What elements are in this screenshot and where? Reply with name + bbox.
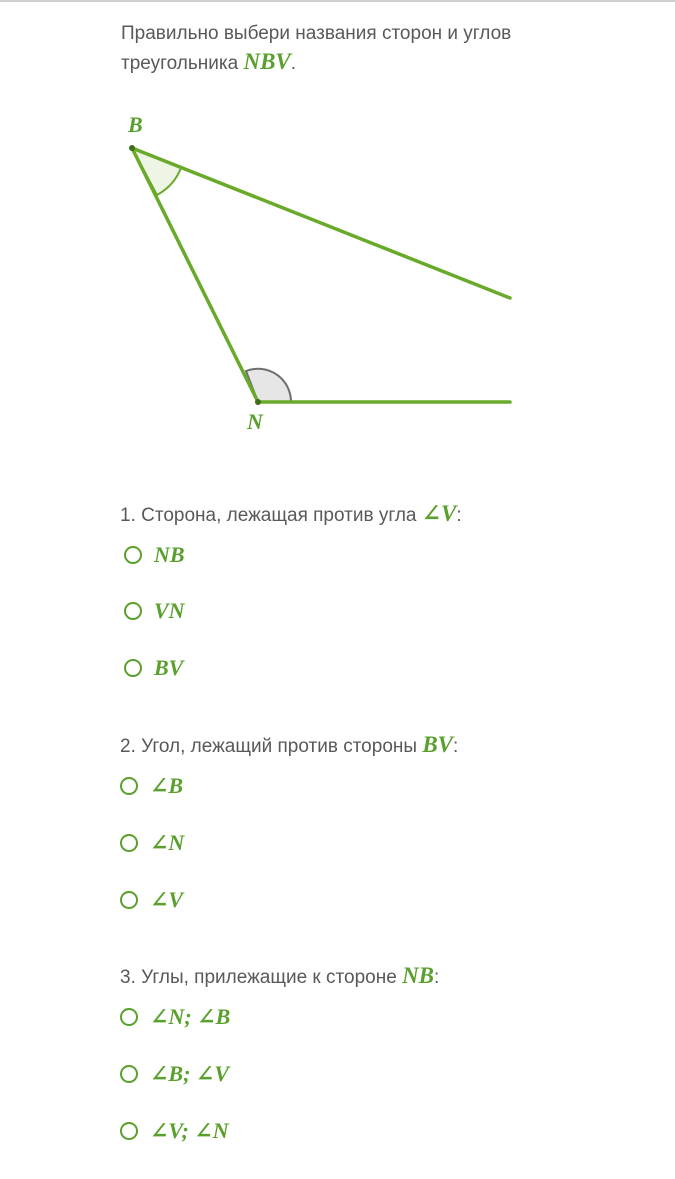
radio-button[interactable] bbox=[120, 834, 138, 852]
radio-button[interactable] bbox=[120, 1008, 138, 1026]
question-1-prefix: 1. Сторона, лежащая против угла bbox=[120, 505, 417, 526]
question-2-prefix: 2. Угол, лежащий против стороны bbox=[120, 736, 418, 757]
radio-button[interactable] bbox=[120, 891, 138, 909]
question-1-math: ∠V bbox=[421, 501, 457, 526]
q2-option-3[interactable] bbox=[120, 885, 183, 915]
angle-n-marker bbox=[246, 369, 291, 402]
radio-button[interactable] bbox=[124, 659, 142, 677]
question-1-text bbox=[120, 500, 600, 530]
question-1-suffix: : bbox=[456, 505, 462, 526]
task-instruction bbox=[121, 20, 581, 78]
vertex-n-label: N bbox=[247, 409, 263, 434]
triangle-figure bbox=[0, 100, 675, 450]
q3-option-3-label: ∠V; ∠N bbox=[150, 1118, 229, 1143]
top-divider bbox=[0, 0, 675, 2]
triangle-diagram bbox=[0, 100, 675, 450]
side-bv bbox=[132, 148, 510, 298]
q2-option-1[interactable] bbox=[120, 771, 183, 801]
question-3-text bbox=[120, 962, 600, 992]
q2-option-2-label: ∠N bbox=[150, 830, 185, 855]
radio-button[interactable] bbox=[120, 1065, 138, 1083]
angle-b-marker bbox=[132, 148, 181, 195]
question-1 bbox=[120, 500, 600, 530]
side-bn bbox=[132, 148, 258, 402]
q3-option-2-label: ∠B; ∠V bbox=[150, 1061, 230, 1086]
q1-option-2-label: VN bbox=[154, 598, 185, 623]
triangle-name: NBV bbox=[243, 49, 291, 74]
question-3-math: NB bbox=[402, 963, 435, 988]
q3-option-3[interactable] bbox=[120, 1116, 229, 1146]
q1-option-1[interactable] bbox=[124, 540, 185, 570]
question-2-math: BV bbox=[422, 732, 454, 757]
q1-option-2[interactable] bbox=[124, 596, 185, 626]
vertex-n bbox=[255, 399, 261, 405]
radio-button[interactable] bbox=[120, 1122, 138, 1140]
radio-button[interactable] bbox=[124, 602, 142, 620]
instruction-text: Правильно выбери названия сторон и углов треугольника bbox=[121, 23, 512, 74]
question-2 bbox=[120, 731, 600, 761]
instruction-period: . bbox=[290, 53, 297, 74]
question-2-suffix: : bbox=[453, 736, 459, 757]
q1-option-3-label: BV bbox=[154, 655, 184, 680]
radio-button[interactable] bbox=[120, 777, 138, 795]
q3-option-1-label: ∠N; ∠B bbox=[150, 1004, 231, 1029]
q3-option-1[interactable] bbox=[120, 1002, 230, 1032]
q1-option-3[interactable] bbox=[124, 653, 183, 683]
q2-option-2[interactable] bbox=[120, 828, 184, 858]
vertex-b-label: B bbox=[128, 112, 143, 137]
question-2-text bbox=[120, 731, 600, 761]
question-3-prefix: 3. Углы, прилежащие к стороне bbox=[120, 967, 397, 988]
q2-option-1-label: ∠B bbox=[150, 773, 184, 798]
vertex-b bbox=[129, 145, 135, 151]
q2-option-3-label: ∠V bbox=[150, 887, 184, 912]
question-3-suffix: : bbox=[434, 967, 440, 988]
radio-button[interactable] bbox=[124, 546, 142, 564]
q1-option-1-label: NB bbox=[154, 542, 185, 567]
question-3 bbox=[120, 962, 600, 992]
q3-option-2[interactable] bbox=[120, 1059, 229, 1089]
